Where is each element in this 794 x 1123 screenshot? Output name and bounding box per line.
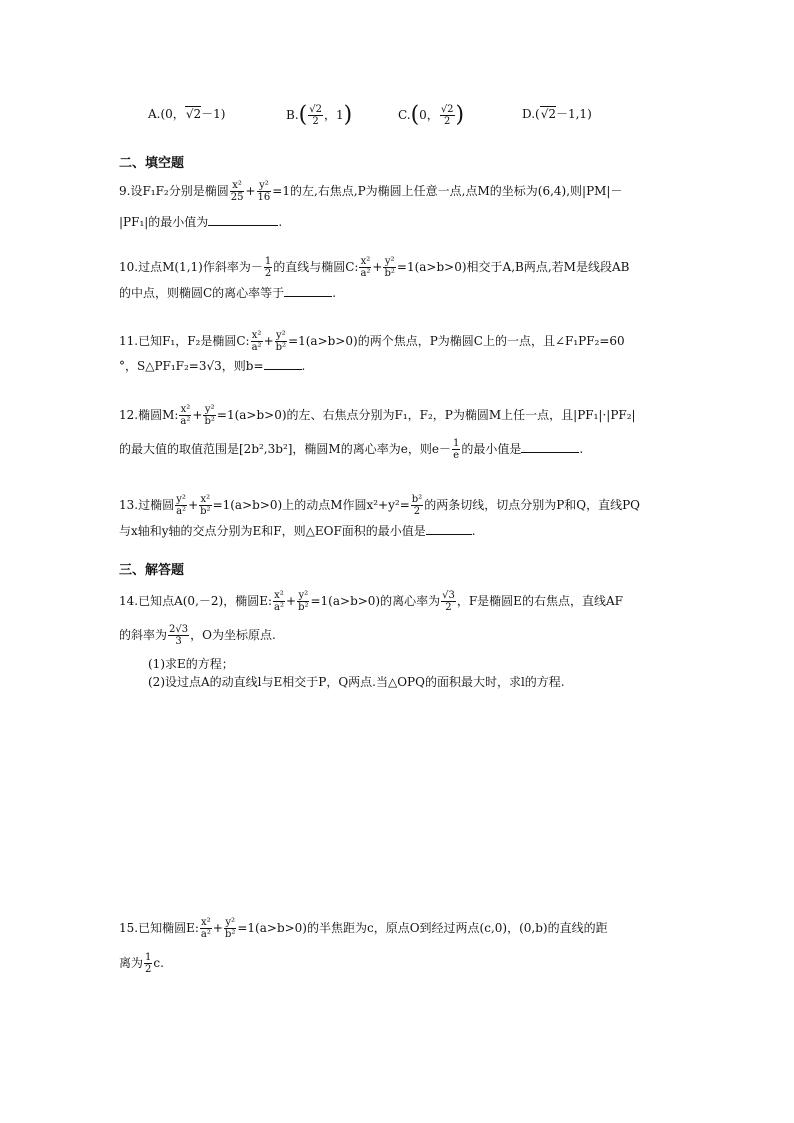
answer-blank (208, 213, 278, 226)
q12-end: =1(a>b>0)的左、右焦点分别为F₁，F₂，P为椭圆M上任一点，且|PF₁|·|PF₂| (216, 408, 636, 422)
question-10-line-1: 10.过点M(1,1)作斜率为－ $\frac{1}{2}$ 的直线与椭圆C: $\frac{\text{x²}}{\text{a²}}$ + $\frac{\text{y²}}{\text{b²}}$ =1(a>b>0)相交于A,B两点,若M是线段AB (119, 256, 630, 279)
question-14-part-2: (2)设过点A的动直线l与E相交于P，Q两点.当△OPQ的面积最大时，求l的方程. (148, 675, 565, 689)
question-14-part-1: (1)求E的方程； (148, 657, 234, 671)
q12-line2-start: 的最大值的取值范围是[2b²,3b²]，椭圆M的离心率为e，则e－ (119, 442, 451, 456)
q10-line2: 的中点，则椭圆C的离心率等于 (119, 286, 285, 300)
option-c: C.(0， $\frac{√2}{2}$ ) (398, 102, 465, 128)
question-9-line-1: 9.设F₁F₂分别是椭圆 $\frac{\text{x²}}{25}$ + $\frac{\text{y²}}{16}$ =1的左,右焦点,P为椭圆上任意一点,点M的坐标为(6,4),则|PM|－ (119, 180, 623, 203)
answer-blank (264, 357, 302, 370)
section-fill-heading: 二、填空题 (119, 156, 185, 171)
question-13-line-1: 13.过椭圆 $\frac{\text{y²}}{\text{a²}}$ + $\frac{\text{x²}}{\text{b²}}$ =1(a>b>0)上的动点M作圆x²+y²= $\frac{\text{b²}}{2}$ 的两条切线，切点分别为P和Q，直线PQ (119, 494, 641, 517)
option-d: D.(√2－1,1) (522, 107, 592, 121)
q12-line2-end: 的最小值是 (461, 442, 522, 456)
q11-end: =1(a>b>0)的两个焦点，P为椭圆C上的一点，且∠F₁PF₂=60 (288, 334, 625, 348)
question-12-line-1: 12.椭圆M: $\frac{\text{x²}}{\text{a²}}$ + $\frac{\text{y²}}{\text{b²}}$ =1(a>b>0)的左、右焦点分别为F₁，F₂，P为椭圆M上任一点，且|PF₁|·|PF₂| (119, 404, 636, 427)
question-15-line-1: 15.已知椭圆E: $\frac{\text{x²}}{\text{a²}}$ + $\frac{\text{y²}}{\text{b²}}$ =1(a>b>0)的半焦距为c，原点O到经过两点(c,0)，(0,b)的直线的距 (119, 917, 608, 940)
q9-end: =1的左,右焦点,P为椭圆上任意一点,点M的坐标为(6,4),则|PM|－ (272, 184, 623, 198)
answer-blank (521, 440, 579, 453)
q11-start: 11.已知F₁，F₂是椭圆C: (119, 334, 250, 348)
q14-line2-start: 的斜率为 (119, 628, 168, 642)
question-11-line-2: °，S△PF₁F₂=3√3，则b= . (119, 359, 306, 373)
q11-line2: °，S△PF₁F₂=3√3，则b= (119, 359, 264, 373)
q13-mid: =1(a>b>0)上的动点M作圆x²+y²= (212, 498, 410, 512)
q13-line2: 与x轴和y轴的交点分别为E和F，则△EOF面积的最小值是 (119, 524, 426, 538)
question-9-line-2: |PF₁|的最小值为 . (119, 215, 283, 229)
q14-mid: =1(a>b>0)的离心率为 (310, 594, 441, 608)
q9-start: 9.设F₁F₂分别是椭圆 (119, 184, 229, 198)
q15-end: =1(a>b>0)的半焦距为c，原点O到经过两点(c,0)，(0,b)的直线的距 (237, 921, 608, 935)
answer-blank (426, 522, 472, 535)
q14-start: 14.已知点A(0,－2)，椭圆E: (119, 594, 273, 608)
question-11-line-1: 11.已知F₁，F₂是椭圆C: $\frac{\text{x²}}{\text{a²}}$ + $\frac{\text{y²}}{\text{b²}}$ =1(a>b>0)的两个焦点，P为椭圆C上的一点，且∠F₁PF₂=60 (119, 330, 625, 353)
q10-start: 10.过点M(1,1)作斜率为－ (119, 260, 263, 274)
option-a: A.(0，√2－1) (148, 107, 226, 121)
question-10-line-2: 的中点，则椭圆C的离心率等于 . (119, 286, 337, 300)
option-b: B.( $\frac{√2}{2}$ ，1) (286, 102, 353, 128)
question-14-line-2: 的斜率为 $\frac{2√3}{3}$ ，O为坐标原点. (119, 624, 276, 647)
question-13-line-2: 与x轴和y轴的交点分别为E和F，则△EOF面积的最小值是 . (119, 524, 476, 538)
q14-end: ，F是椭圆E的右焦点，直线AF (456, 594, 623, 608)
answer-blank (284, 284, 332, 297)
q10-mid: 的直线与椭圆C: (273, 260, 359, 274)
q15-line2-end: c. (153, 956, 164, 970)
question-14-line-1: 14.已知点A(0,－2)，椭圆E: $\frac{\text{x²}}{\text{a²}}$ + $\frac{\text{y²}}{\text{b²}}$ =1(a>b>0)的离心率为 $\frac{√3}{2}$ ，F是椭圆E的右焦点，直线AF (119, 590, 623, 613)
q13-end: 的两条切线，切点分别为P和Q，直线PQ (424, 498, 641, 512)
question-15-line-2: 离为 $\frac{1}{2}$ c. (119, 952, 164, 975)
q15-start: 15.已知椭圆E: (119, 921, 199, 935)
section-solve-heading: 三、解答题 (119, 563, 185, 578)
question-12-line-2: 的最大值的取值范围是[2b²,3b²]，椭圆M的离心率为e，则e－ $\frac{1}{e}$ 的最小值是 . (119, 438, 584, 461)
q15-line2-start: 离为 (119, 956, 144, 970)
q12-start: 12.椭圆M: (119, 408, 179, 422)
q9-line2: |PF₁|的最小值为 (119, 215, 209, 229)
q13-start: 13.过椭圆 (119, 498, 175, 512)
q14-line2-end: ，O为坐标原点. (190, 628, 276, 642)
q10-end: =1(a>b>0)相交于A,B两点,若M是线段AB (396, 260, 630, 274)
